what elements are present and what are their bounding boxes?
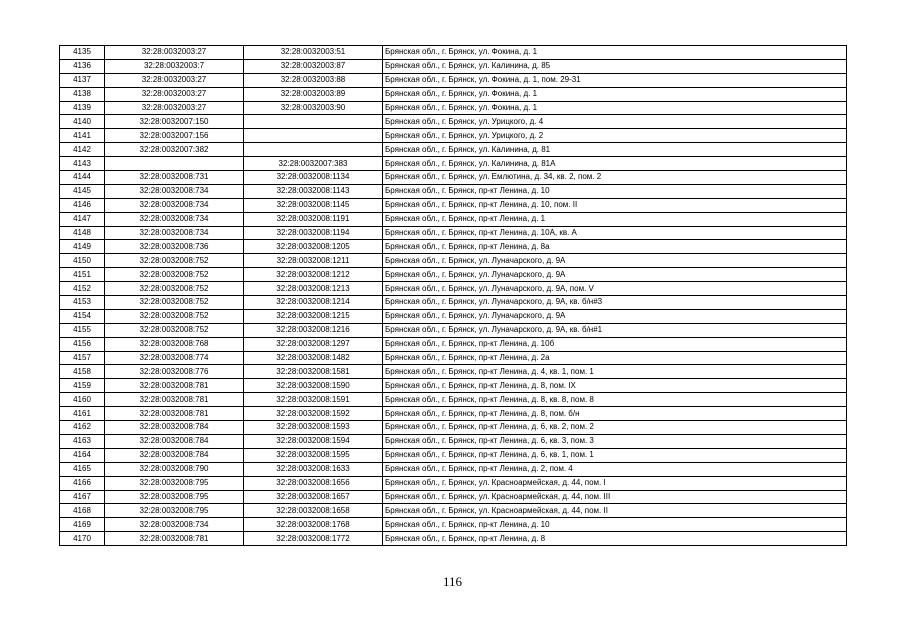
address-cell: Брянская обл., г. Брянск, пр-кт Ленина, д. 10 [383,184,847,198]
table-row [60,379,847,393]
table-row [60,87,847,101]
table-row [60,296,847,310]
address-cell: Брянская обл., г. Брянск, ул. Красноармейская, д. 44, пом. II [383,504,847,518]
parcel-cadastral-cell: 32:28:0032008:736 [105,240,244,254]
object-cadastral-cell: 32:28:0032008:1658 [244,504,383,518]
table-row [60,143,847,157]
object-cadastral-cell: 32:28:0032003:88 [244,73,383,87]
object-cadastral-cell: 32:28:0032008:1482 [244,351,383,365]
table-row [60,434,847,448]
parcel-cadastral-cell: 32:28:0032008:734 [105,198,244,212]
address-cell: Брянская обл., г. Брянск, пр-кт Ленина, д. 8, пом. б/н [383,407,847,421]
address-cell: Брянская обл., г. Брянск, пр-кт Ленина, д. 8, пом. IX [383,379,847,393]
table-body [60,46,847,546]
address-cell: Брянская обл., г. Брянск, пр-кт Ленина, д. 2а [383,351,847,365]
cadastral-table [59,45,847,546]
object-cadastral-cell: 32:28:0032008:1772 [244,532,383,546]
row-number-cell: 4157 [60,351,105,365]
table-row [60,198,847,212]
address-cell: Брянская обл., г. Брянск, ул. Емлютина, д. 34, кв. 2, пом. 2 [383,171,847,185]
parcel-cadastral-cell: 32:28:0032008:795 [105,490,244,504]
table-row [60,184,847,198]
object-cadastral-cell: 32:28:0032008:1592 [244,407,383,421]
parcel-cadastral-cell: 32:28:0032008:752 [105,268,244,282]
table-row [60,365,847,379]
parcel-cadastral-cell: 32:28:0032008:752 [105,309,244,323]
row-number-cell: 4144 [60,171,105,185]
parcel-cadastral-cell: 32:28:0032008:752 [105,254,244,268]
address-cell: Брянская обл., г. Брянск, пр-кт Ленина, д. 6, кв. 1, пом. 1 [383,448,847,462]
object-cadastral-cell: 32:28:0032008:1191 [244,212,383,226]
object-cadastral-cell: 32:28:0032008:1213 [244,282,383,296]
address-cell: Брянская обл., г. Брянск, ул. Урицкого, д. 4 [383,115,847,129]
address-cell: Брянская обл., г. Брянск, ул. Луначарского, д. 9А [383,268,847,282]
table-row [60,115,847,129]
object-cadastral-cell: 32:28:0032008:1215 [244,309,383,323]
address-cell: Брянская обл., г. Брянск, пр-кт Ленина, д. 6, кв. 3, пом. 3 [383,434,847,448]
row-number-cell: 4162 [60,421,105,435]
object-cadastral-cell: 32:28:0032008:1212 [244,268,383,282]
object-cadastral-cell: 32:28:0032008:1216 [244,323,383,337]
parcel-cadastral-cell: 32:28:0032008:752 [105,323,244,337]
row-number-cell: 4136 [60,59,105,73]
address-cell: Брянская обл., г. Брянск, ул. Луначарского, д. 9А, кв. б/н#3 [383,296,847,310]
row-number-cell: 4156 [60,337,105,351]
parcel-cadastral-cell: 32:28:0032007:150 [105,115,244,129]
row-number-cell: 4159 [60,379,105,393]
row-number-cell: 4152 [60,282,105,296]
row-number-cell: 4167 [60,490,105,504]
row-number-cell: 4142 [60,143,105,157]
address-cell: Брянская обл., г. Брянск, пр-кт Ленина, д. 10, пом. II [383,198,847,212]
object-cadastral-cell: 32:28:0032003:90 [244,101,383,115]
address-cell: Брянская обл., г. Брянск, ул. Фокина, д. 1 [383,87,847,101]
address-cell: Брянская обл., г. Брянск, ул. Фокина, д. 1 [383,101,847,115]
table-row [60,129,847,143]
object-cadastral-cell: 32:28:0032003:51 [244,46,383,60]
parcel-cadastral-cell: 32:28:0032008:781 [105,407,244,421]
object-cadastral-cell: 32:28:0032008:1590 [244,379,383,393]
table-row [60,101,847,115]
parcel-cadastral-cell: 32:28:0032008:734 [105,184,244,198]
address-cell: Брянская обл., г. Брянск, пр-кт Ленина, д. 10 [383,518,847,532]
parcel-cadastral-cell: 32:28:0032008:752 [105,296,244,310]
row-number-cell: 4164 [60,448,105,462]
table-row [60,448,847,462]
parcel-cadastral-cell: 32:28:0032008:774 [105,351,244,365]
address-cell: Брянская обл., г. Брянск, пр-кт Ленина, д. 4, кв. 1, пом. 1 [383,365,847,379]
table-row [60,254,847,268]
table-row [60,476,847,490]
address-cell: Брянская обл., г. Брянск, ул. Луначарского, д. 9А [383,309,847,323]
row-number-cell: 4147 [60,212,105,226]
parcel-cadastral-cell: 32:28:0032008:784 [105,421,244,435]
parcel-cadastral-cell [105,157,244,171]
object-cadastral-cell [244,115,383,129]
object-cadastral-cell: 32:28:0032008:1143 [244,184,383,198]
parcel-cadastral-cell: 32:28:0032003:7 [105,59,244,73]
table-row [60,268,847,282]
parcel-cadastral-cell: 32:28:0032008:768 [105,337,244,351]
object-cadastral-cell: 32:28:0032008:1656 [244,476,383,490]
object-cadastral-cell: 32:28:0032008:1768 [244,518,383,532]
row-number-cell: 4143 [60,157,105,171]
parcel-cadastral-cell: 32:28:0032008:784 [105,434,244,448]
parcel-cadastral-cell: 32:28:0032008:781 [105,532,244,546]
row-number-cell: 4145 [60,184,105,198]
row-number-cell: 4166 [60,476,105,490]
table-row [60,240,847,254]
object-cadastral-cell: 32:28:0032008:1591 [244,393,383,407]
address-cell: Брянская обл., г. Брянск, пр-кт Ленина, д. 10А, кв. А [383,226,847,240]
row-number-cell: 4139 [60,101,105,115]
row-number-cell: 4151 [60,268,105,282]
parcel-cadastral-cell: 32:28:0032008:776 [105,365,244,379]
object-cadastral-cell: 32:28:0032008:1205 [244,240,383,254]
address-cell: Брянская обл., г. Брянск, пр-кт Ленина, д. 10б [383,337,847,351]
row-number-cell: 4161 [60,407,105,421]
row-number-cell: 4148 [60,226,105,240]
table-row [60,59,847,73]
parcel-cadastral-cell: 32:28:0032008:734 [105,518,244,532]
row-number-cell: 4170 [60,532,105,546]
object-cadastral-cell: 32:28:0032008:1593 [244,421,383,435]
row-number-cell: 4140 [60,115,105,129]
object-cadastral-cell: 32:28:0032008:1145 [244,198,383,212]
address-cell: Брянская обл., г. Брянск, ул. Луначарского, д. 9А, пом. V [383,282,847,296]
address-cell: Брянская обл., г. Брянск, пр-кт Ленина, д. 8а [383,240,847,254]
parcel-cadastral-cell: 32:28:0032008:784 [105,448,244,462]
object-cadastral-cell: 32:28:0032003:87 [244,59,383,73]
parcel-cadastral-cell: 32:28:0032008:734 [105,212,244,226]
parcel-cadastral-cell: 32:28:0032008:781 [105,393,244,407]
row-number-cell: 4168 [60,504,105,518]
object-cadastral-cell: 32:28:0032008:1594 [244,434,383,448]
table-row [60,171,847,185]
address-cell: Брянская обл., г. Брянск, ул. Калинина, д. 81 [383,143,847,157]
address-cell: Брянская обл., г. Брянск, ул. Калинина, д. 85 [383,59,847,73]
row-number-cell: 4149 [60,240,105,254]
table-row [60,462,847,476]
table-row [60,532,847,546]
address-cell: Брянская обл., г. Брянск, пр-кт Ленина, д. 8, кв. 8, пом. 8 [383,393,847,407]
address-cell: Брянская обл., г. Брянск, пр-кт Ленина, д. 2, пом. 4 [383,462,847,476]
object-cadastral-cell: 32:28:0032008:1194 [244,226,383,240]
row-number-cell: 4154 [60,309,105,323]
object-cadastral-cell: 32:28:0032008:1214 [244,296,383,310]
table-row [60,212,847,226]
object-cadastral-cell: 32:28:0032008:1581 [244,365,383,379]
row-number-cell: 4160 [60,393,105,407]
object-cadastral-cell: 32:28:0032008:1134 [244,171,383,185]
parcel-cadastral-cell: 32:28:0032007:156 [105,129,244,143]
object-cadastral-cell [244,143,383,157]
parcel-cadastral-cell: 32:28:0032008:781 [105,379,244,393]
row-number-cell: 4163 [60,434,105,448]
table-row [60,309,847,323]
object-cadastral-cell: 32:28:0032008:1211 [244,254,383,268]
table-row [60,518,847,532]
address-cell: Брянская обл., г. Брянск, ул. Красноармейская, д. 44, пом. I [383,476,847,490]
page-number: 116 [442,574,463,589]
row-number-cell: 4153 [60,296,105,310]
parcel-cadastral-cell: 32:28:0032008:734 [105,226,244,240]
table-row [60,490,847,504]
row-number-cell: 4165 [60,462,105,476]
parcel-cadastral-cell: 32:28:0032003:27 [105,87,244,101]
address-cell: Брянская обл., г. Брянск, ул. Фокина, д. 1, пом. 29-31 [383,73,847,87]
row-number-cell: 4146 [60,198,105,212]
parcel-cadastral-cell: 32:28:0032007:382 [105,143,244,157]
address-cell: Брянская обл., г. Брянск, пр-кт Ленина, д. 8 [383,532,847,546]
object-cadastral-cell: 32:28:0032003:89 [244,87,383,101]
table-row [60,407,847,421]
address-cell: Брянская обл., г. Брянск, ул. Красноармейская, д. 44, пом. III [383,490,847,504]
object-cadastral-cell: 32:28:0032008:1633 [244,462,383,476]
row-number-cell: 4158 [60,365,105,379]
table-row [60,337,847,351]
row-number-cell: 4135 [60,46,105,60]
object-cadastral-cell: 32:28:0032007:383 [244,157,383,171]
address-cell: Брянская обл., г. Брянск, ул. Луначарского, д. 9А [383,254,847,268]
row-number-cell: 4137 [60,73,105,87]
parcel-cadastral-cell: 32:28:0032003:27 [105,101,244,115]
object-cadastral-cell: 32:28:0032008:1657 [244,490,383,504]
row-number-cell: 4169 [60,518,105,532]
parcel-cadastral-cell: 32:28:0032008:731 [105,171,244,185]
table-row [60,351,847,365]
address-cell: Брянская обл., г. Брянск, ул. Калинина, д. 81А [383,157,847,171]
row-number-cell: 4138 [60,87,105,101]
address-cell: Брянская обл., г. Брянск, пр-кт Ленина, д. 1 [383,212,847,226]
parcel-cadastral-cell: 32:28:0032008:795 [105,504,244,518]
parcel-cadastral-cell: 32:28:0032003:27 [105,73,244,87]
address-cell: Брянская обл., г. Брянск, ул. Луначарского, д. 9А, кв. б/н#1 [383,323,847,337]
object-cadastral-cell: 32:28:0032008:1595 [244,448,383,462]
table-row [60,226,847,240]
table-row [60,157,847,171]
object-cadastral-cell [244,129,383,143]
table-row [60,504,847,518]
parcel-cadastral-cell: 32:28:0032008:795 [105,476,244,490]
table-row [60,393,847,407]
parcel-cadastral-cell: 32:28:0032003:27 [105,46,244,60]
table-row [60,282,847,296]
table-row [60,73,847,87]
row-number-cell: 4141 [60,129,105,143]
row-number-cell: 4155 [60,323,105,337]
address-cell: Брянская обл., г. Брянск, пр-кт Ленина, д. 6, кв. 2, пом. 2 [383,421,847,435]
table-row [60,46,847,60]
parcel-cadastral-cell: 32:28:0032008:752 [105,282,244,296]
table-row [60,323,847,337]
address-cell: Брянская обл., г. Брянск, ул. Урицкого, д. 2 [383,129,847,143]
table-row [60,421,847,435]
row-number-cell: 4150 [60,254,105,268]
parcel-cadastral-cell: 32:28:0032008:790 [105,462,244,476]
object-cadastral-cell: 32:28:0032008:1297 [244,337,383,351]
address-cell: Брянская обл., г. Брянск, ул. Фокина, д. 1 [383,46,847,60]
